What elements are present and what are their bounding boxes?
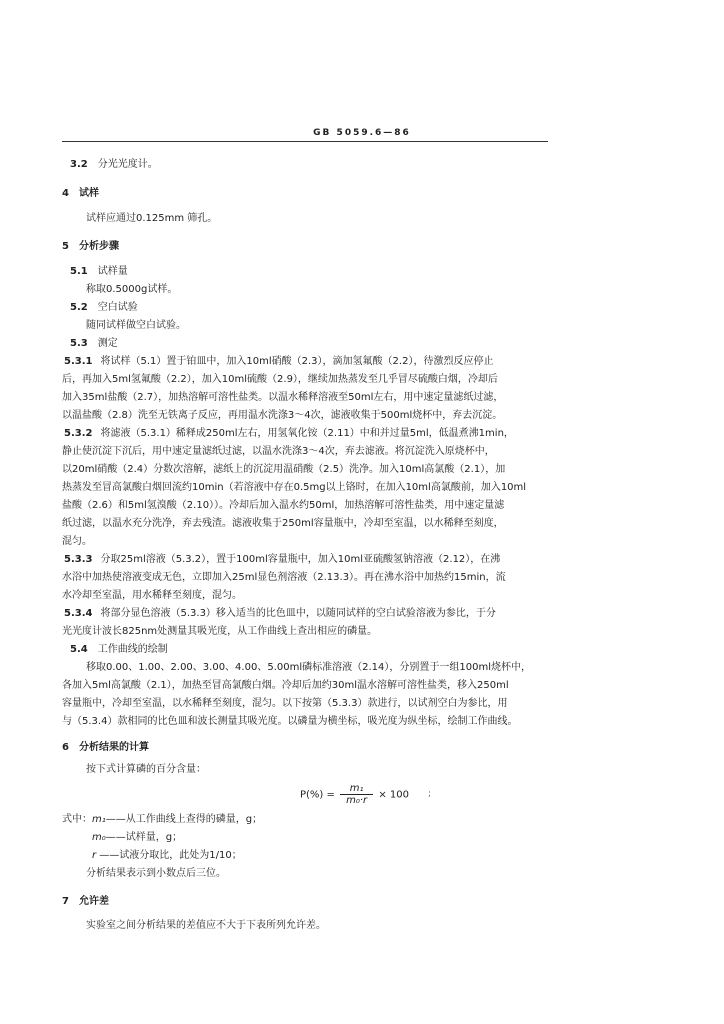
section-heading: 试样 (78, 188, 99, 199)
section-number: 5.3.4 (64, 608, 93, 619)
section-heading: 测定 (97, 338, 118, 349)
section-7-heading (62, 896, 548, 908)
para-5-3-4-line-2: 光光度计波长825nm处测量其吸光度，从工作曲线上查出相应的磷量。 (62, 626, 378, 637)
para-5-3-1-line-3: 加入35ml盐酸（2.7），加热溶解可溶性盐类。以温水稀释溶液至50ml左右，用中速定量滤纸过滤， (62, 392, 504, 403)
section-heading: 允许差 (78, 896, 109, 907)
formula (300, 783, 409, 806)
para-5-3-2-line-1 (64, 428, 550, 440)
para-5-3-3-line-1 (64, 554, 550, 566)
para-5-4-line-3: 容量瓶中，冷却至室温，以水稀释至刻度，混匀。以下按第（5.3.3）款进行，以试剂空白为参比，用 (62, 698, 508, 709)
legend-symbol: r (92, 850, 97, 861)
para-text: 将试样（5.1）置于铂皿中，加入10ml硝酸（2.3），滴加氢氟酸（2.2），待激烈反应停止 (100, 356, 494, 367)
section-5-2-body: 随同试样做空白试验。 (86, 320, 186, 331)
para-5-4-line-4: 与（5.3.4）款相同的比色皿和波长测量其吸光度。以磷量为横坐标，吸光度为纵坐标，绘制工作曲线。 (62, 716, 518, 727)
para-5-3-3-line-3: 水冷却至室温，用水稀释至刻度，混匀。 (62, 590, 242, 601)
legend-lead: 式中： (62, 814, 92, 825)
para-5-3-2-line-7: 混匀。 (62, 536, 92, 547)
para-5-3-2-line-3: 以20ml硝酸（2.4）分数次溶解，滤纸上的沉淀用温硝酸（2.5）洗净。加入10ml高氯酸（2.1），加 (62, 464, 506, 475)
para-text: 分取25ml溶液（5.3.2），置于100ml容量瓶中，加入10ml亚硫酸氢钠溶液（2.12），在沸 (100, 554, 501, 565)
formula-lhs: P(%) = (300, 789, 335, 801)
section-number: 4 (62, 188, 69, 199)
para-5-3-2-line-2: 静止使沉淀下沉后，用中速定量滤纸过滤，以温水洗涤3～4次，弃去滤液。将沉淀洗入原烧杯中， (62, 446, 495, 457)
section-number: 5.2 (70, 302, 88, 313)
section-6-heading (62, 742, 548, 754)
section-4-body: 试样应通过0.125mm 筛孔。 (86, 213, 218, 224)
formula-rhs: × 100 (378, 789, 409, 801)
section-5-4-heading (70, 644, 556, 656)
section-number: 5.3 (70, 338, 88, 349)
legend-line-1 (62, 814, 548, 826)
section-5-heading (62, 241, 548, 253)
header-rule (62, 141, 548, 142)
section-5-1-heading (70, 266, 556, 278)
legend-symbol: m₀ (92, 832, 106, 843)
page-header: GB 5059.6—86 (313, 128, 411, 138)
legend-line-3 (92, 850, 578, 862)
para-5-3-1-line-2: 后，再加入5ml氢氟酸（2.2），加入10ml硫酸（2.9），继续加热蒸发至几乎冒尽硫酸白烟，冷却后 (62, 374, 498, 385)
section-7-body: 实验室之间分析结果的差值应不大于下表所列允许差。 (86, 920, 326, 931)
section-3-2 (62, 159, 548, 171)
section-number: 5.1 (70, 266, 88, 277)
para-5-3-1-line-4: 以温盐酸（2.8）洗至无铁离子反应，再用温水洗涤3～4次，滤液收集于500ml烧杯中，弃去沉淀。 (62, 410, 503, 421)
section-5-2-heading (70, 302, 556, 314)
para-5-4-line-1: 移取0.00、1.00、2.00、3.00、4.00、5.00ml磷标准溶液（2.14），分别置于一组100ml烧杯中， (86, 662, 531, 673)
para-5-4-line-2: 各加入5ml高氯酸（2.1），加热至冒高氯酸白烟。冷却后加约30ml温水溶解可溶性盐类，移入250ml (62, 680, 509, 691)
section-number: 5.3.3 (64, 554, 93, 565)
margin-mark: ; (428, 789, 432, 799)
formula-numerator: m₁ (340, 783, 373, 795)
section-number: 5.3.1 (64, 356, 93, 367)
legend-symbol: m₁ (92, 814, 106, 825)
section-heading: 空白试验 (97, 302, 138, 313)
section-text: 分光光度计。 (97, 159, 158, 170)
formula-denominator: m₀·r (346, 795, 368, 806)
section-4-heading (62, 188, 548, 200)
formula-fraction (340, 783, 373, 806)
para-text: 将滤液（5.3.1）稀释成250ml左右，用氢氧化铵（2.11）中和并过量5ml，低温煮沸1min， (100, 428, 514, 439)
section-heading: 工作曲线的绘制 (97, 644, 168, 655)
section-number: 6 (62, 742, 69, 753)
para-5-3-4-line-1 (64, 608, 550, 620)
section-heading: 分析步骤 (78, 241, 119, 252)
legend-definition: ——试样量，g； (105, 832, 183, 843)
para-5-3-2-line-5: 盐酸（2.6）和5ml氢溴酸（2.10））。冷却后加入温水约50ml，加热溶解可溶性盐类，用中速定量滤 (62, 500, 505, 511)
legend-definition: ——从工作曲线上查得的磷量，g； (105, 814, 263, 825)
para-5-3-1-line-1 (64, 356, 550, 368)
section-heading: 分析结果的计算 (78, 742, 149, 753)
section-5-3-heading (70, 338, 556, 350)
para-5-3-3-line-2: 水浴中加热使溶液变成无色，立即加入25ml显色剂溶液（2.13.3）。再在沸水浴中加热约15min，流 (62, 572, 506, 583)
section-number: 7 (62, 896, 69, 907)
section-heading: 试样量 (97, 266, 128, 277)
section-number: 3.2 (70, 159, 88, 170)
para-5-3-2-line-6: 纸过滤，以温水充分洗净，弃去残渣。滤液收集于250ml容量瓶中，冷却至室温，以水稀释至刻度， (62, 518, 504, 529)
section-number: 5.3.2 (64, 428, 93, 439)
section-6-body: 按下式计算磷的百分含量： (86, 764, 206, 775)
para-text: 将部分显色溶液（5.3.3）移入适当的比色皿中，以随同试样的空白试验溶液为参比，于分 (100, 608, 496, 619)
section-number: 5 (62, 241, 69, 252)
section-number: 5.4 (70, 644, 88, 655)
legend-definition: ——试液分取比，此处为1/10； (96, 850, 242, 861)
section-5-1-body: 称取0.5000g试样。 (86, 284, 178, 295)
para-5-3-2-line-4: 热蒸发至冒高氯酸白烟回流约10min（若溶液中存在0.5mg以上铬时，在加入10ml高氯酸前，加入10ml (62, 482, 527, 493)
legend-line-2 (92, 832, 578, 844)
result-precision-note: 分析结果表示到小数点后三位。 (86, 868, 226, 879)
